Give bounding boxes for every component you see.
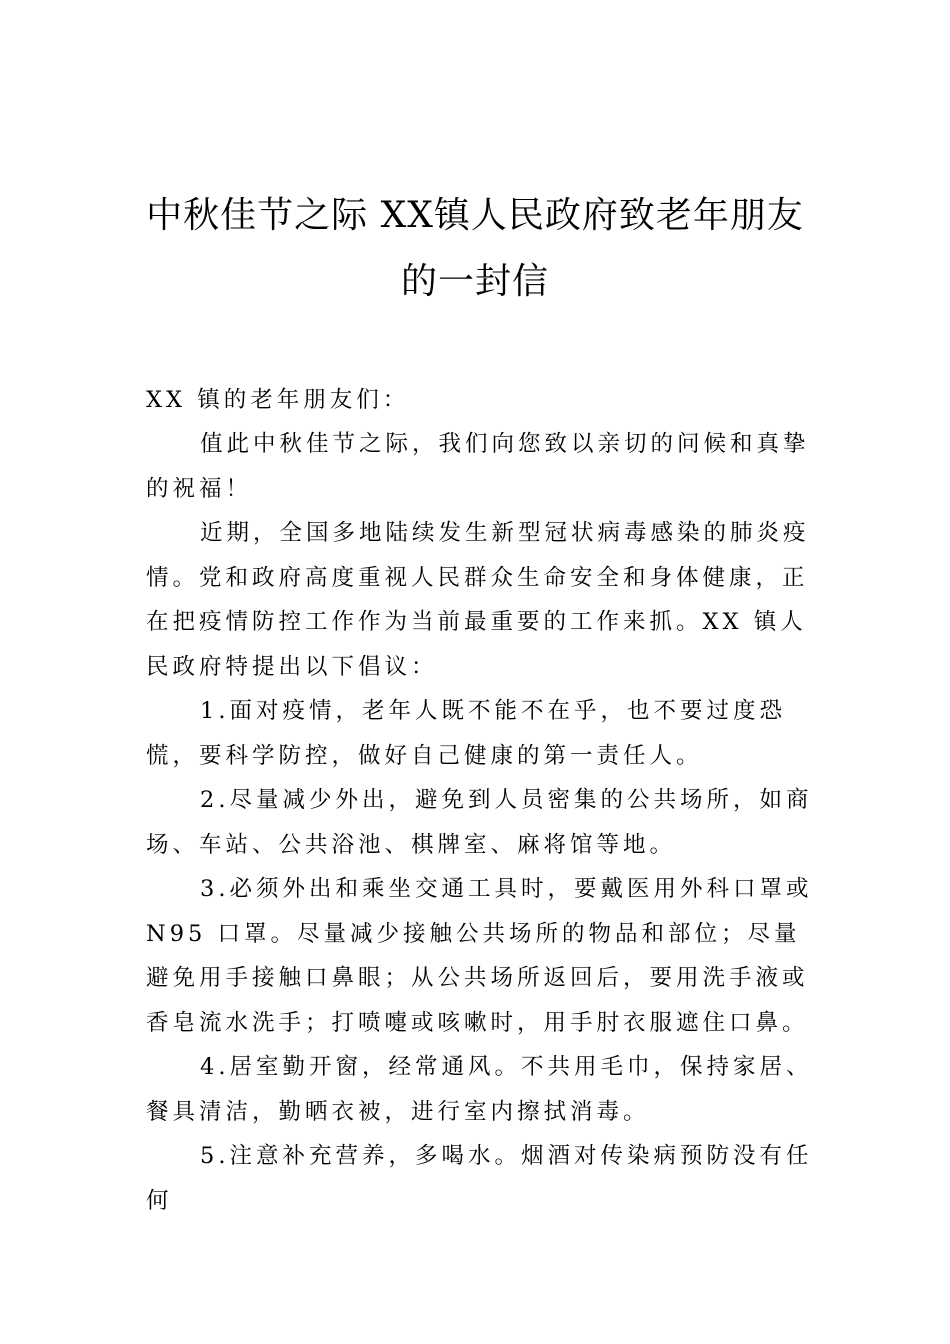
salutation: XX 镇的老年朋友们： xyxy=(146,387,410,413)
letter-body xyxy=(146,422,818,1223)
paragraph-item-1: 1.面对疫情，老年人既不能不在乎，也不要过度恐慌，要科学防控，做好自己健康的第一责任人。 xyxy=(146,698,786,769)
paragraph-item-4: 4.居室勤开窗，经常通风。不共用毛巾，保持家居、餐具清洁，勤晒衣被，进行室内擦拭消毒。 xyxy=(146,1054,813,1125)
document-title-line-1: 中秋佳节之际 XX镇人民政府致老年朋友 xyxy=(146,195,804,236)
paragraph-item-2: 2.尽量减少外出，避免到人员密集的公共场所，如商场、车站、公共浴池、棋牌室、麻将馆等地。 xyxy=(146,787,813,858)
paragraph-greeting: 值此中秋佳节之际，我们向您致以亲切的问候和真挚的祝福！ xyxy=(146,431,810,502)
document-title-line-2: 的一封信 xyxy=(400,261,549,302)
paragraph-item-5: 5.注意补充营养，多喝水。烟酒对传染病预防没有任何 xyxy=(146,1143,813,1214)
paragraph-item-3: 3.必须外出和乘坐交通工具时，要戴医用外科口罩或N95 口罩。尽量减少接触公共场所的物品和部位；尽量避免用手接触口鼻眼；从公共场所返回后，要用洗手液或香皂流水洗手；打喷嚏或咳嗽时，用手肘衣服遮住口鼻。 xyxy=(146,876,813,1036)
paragraph-background: 近期，全国多地陆续发生新型冠状病毒感染的肺炎疫情。党和政府高度重视人民群众生命安全和身体健康，正在把疫情防控工作作为当前最重要的工作来抓。XX 镇人民政府特提出以下倡议： xyxy=(146,520,810,680)
